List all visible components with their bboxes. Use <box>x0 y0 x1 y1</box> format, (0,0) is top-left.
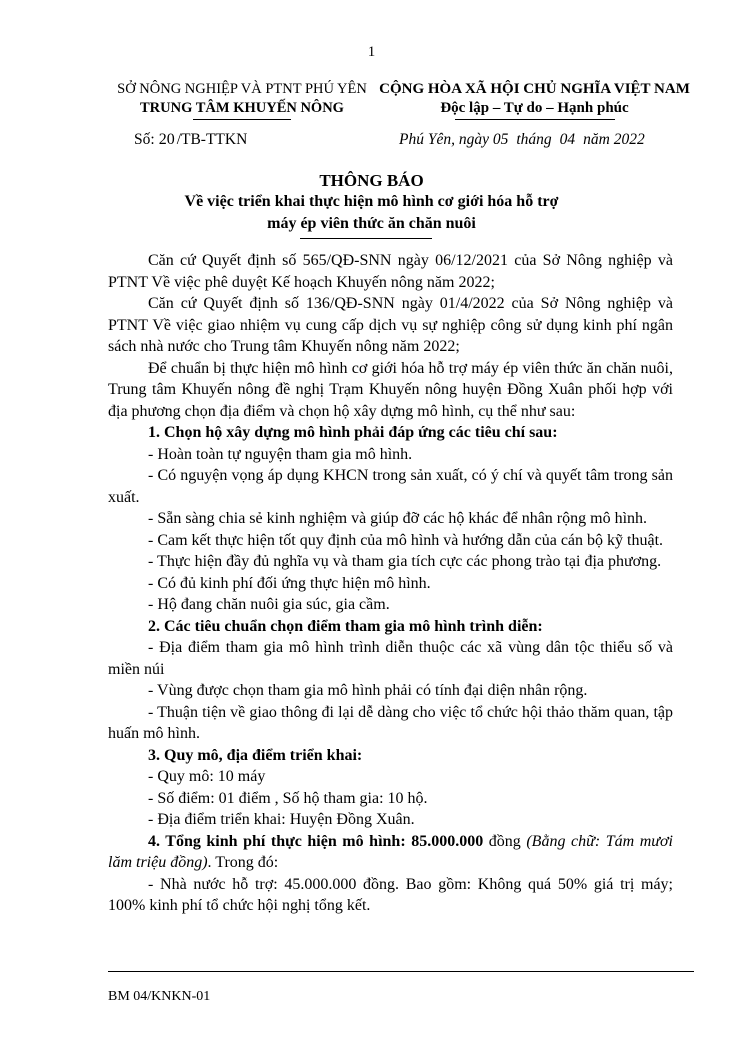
section1-item: - Có đủ kinh phí đối ứng thực hiện mô hình. <box>148 574 431 592</box>
date-day: 05 <box>492 131 509 148</box>
agency-name: SỞ NÔNG NGHIỆP VÀ PTNT PHÚ YÊN <box>117 81 367 97</box>
date-year: năm 2022 <box>583 131 645 148</box>
national-title: CỘNG HÒA XÃ HỘI CHỦ NGHĨA VIỆT NAM <box>379 81 690 97</box>
document-body <box>108 250 673 917</box>
section4-heading-unit: đồng <box>483 832 527 850</box>
document-number <box>134 131 247 149</box>
section3-item: - Quy mô: 10 máy <box>148 768 266 785</box>
section4-heading-tail: . Trong đó: <box>207 854 279 871</box>
section2-heading: 2. Các tiêu chuẩn chọn điểm tham gia mô hình trình diễn: <box>148 617 543 635</box>
section1-item: - Thực hiện đầy đủ nghĩa vụ và tham gia tích cực các phong trào tại địa phương. <box>148 553 662 570</box>
section3-heading: 3. Quy mô, địa điểm triển khai: <box>148 746 363 764</box>
motto-underline <box>455 119 615 120</box>
doc-number-value: 20 <box>158 131 175 148</box>
section1-item: - Có nguyện vọng áp dụng KHCN trong sản xuất, có ý chí và quyết tâm trong sản xuất. <box>108 467 673 506</box>
document-title: THÔNG BÁO <box>319 171 424 190</box>
page-number: 1 <box>367 44 376 60</box>
section1-heading: 1. Chọn hộ xây dựng mô hình phải đáp ứng các tiêu chí sau: <box>148 424 558 441</box>
paragraph-basis-1: Căn cứ Quyết định số 565/QĐ-SNN ngày 06/12/2021 của Sở Nông nghiệp và PTNT Về việc phê duyệt Kế hoạch Khuyến nông năm 2022; <box>108 252 673 291</box>
doc-number-prefix: Số: <box>134 131 155 148</box>
title-underline <box>300 238 432 239</box>
date-place: Phú Yên, ngày <box>399 131 489 148</box>
form-code: BM 04/KNKN-01 <box>108 989 211 1004</box>
date-month-label: tháng <box>516 131 552 148</box>
section3-item: - Địa điểm triển khai: Huyện Đồng Xuân. <box>148 811 415 828</box>
paragraph-basis-2: Căn cứ Quyết định số 136/QĐ-SNN ngày 01/4/2022 của Sở Nông nghiệp và PTNT Về việc giao nhiệm vụ cung cấp dịch vụ sự nghiệp công sử dụng kinh phí ngân sách nhà nước cho Trung tâm Khuyến nông năm 2022; <box>108 295 673 355</box>
document-subtitle-line1: Về việc triển khai thực hiện mô hình cơ giới hóa hỗ trợ <box>184 193 559 210</box>
national-header <box>362 80 707 120</box>
section1-item: - Cam kết thực hiện tốt quy định của mô hình và hướng dẫn của cán bộ kỹ thuật. <box>148 531 664 549</box>
section1-item: - Hoàn toàn tự nguyện tham gia mô hình. <box>148 445 413 463</box>
section4-heading-bold: 4. Tổng kinh phí thực hiện mô hình: 85.000.000 <box>148 832 484 850</box>
section4-heading-italic: (Bằng chữ: Tám mươi lăm triệu đồng) <box>108 832 674 871</box>
paragraph-intro: Để chuẩn bị thực hiện mô hình cơ giới hóa hỗ trợ máy ép viên thức ăn chăn nuôi, Trung tâm Khuyến nông đề nghị Trạm Khuyến nông huyện Đồng Xuân phối hợp với địa phương chọn địa điểm và chọn hộ xây dựng mô hình, cụ thể như sau: <box>108 359 673 420</box>
footer-divider <box>108 971 694 972</box>
center-name: TRUNG TÂM KHUYẾN NÔNG <box>140 100 344 116</box>
section2-item: - Địa điểm tham gia mô hình trình diễn thuộc các xã vùng dân tộc thiểu số và miền núi <box>108 639 673 678</box>
section3-item: - Số điểm: 01 điểm , Số hộ tham gia: 10 hộ. <box>148 789 428 807</box>
section1-item: - Hộ đang chăn nuôi gia súc, gia cầm. <box>148 596 390 613</box>
agency-underline <box>193 119 291 120</box>
national-motto: Độc lập – Tự do – Hạnh phúc <box>440 100 629 116</box>
section4-item: - Nhà nước hỗ trợ: 45.000.000 đồng. Bao gồm: Không quá 50% giá trị máy; 100% kinh phí tổ chức hội nghị tổng kết. <box>108 875 673 914</box>
section1-item: - Sẵn sàng chia sẻ kinh nghiệm và giúp đỡ các hộ khác để nhân rộng mô hình. <box>148 510 648 527</box>
date-month: 04 <box>559 131 576 148</box>
section4-heading <box>108 831 673 874</box>
section2-item: - Vùng được chọn tham gia mô hình phải có tính đại diện nhân rộng. <box>148 682 588 699</box>
section2-item: - Thuận tiện về giao thông đi lại dễ dàng cho việc tổ chức hội thảo thăm quan, tập huấn mô hình. <box>108 703 673 742</box>
doc-number-suffix: /TB-TTKN <box>176 131 248 148</box>
document-subtitle-line2: máy ép viên thức ăn chăn nuôi <box>267 215 476 232</box>
issue-date <box>399 131 645 149</box>
agency-header <box>92 80 392 120</box>
